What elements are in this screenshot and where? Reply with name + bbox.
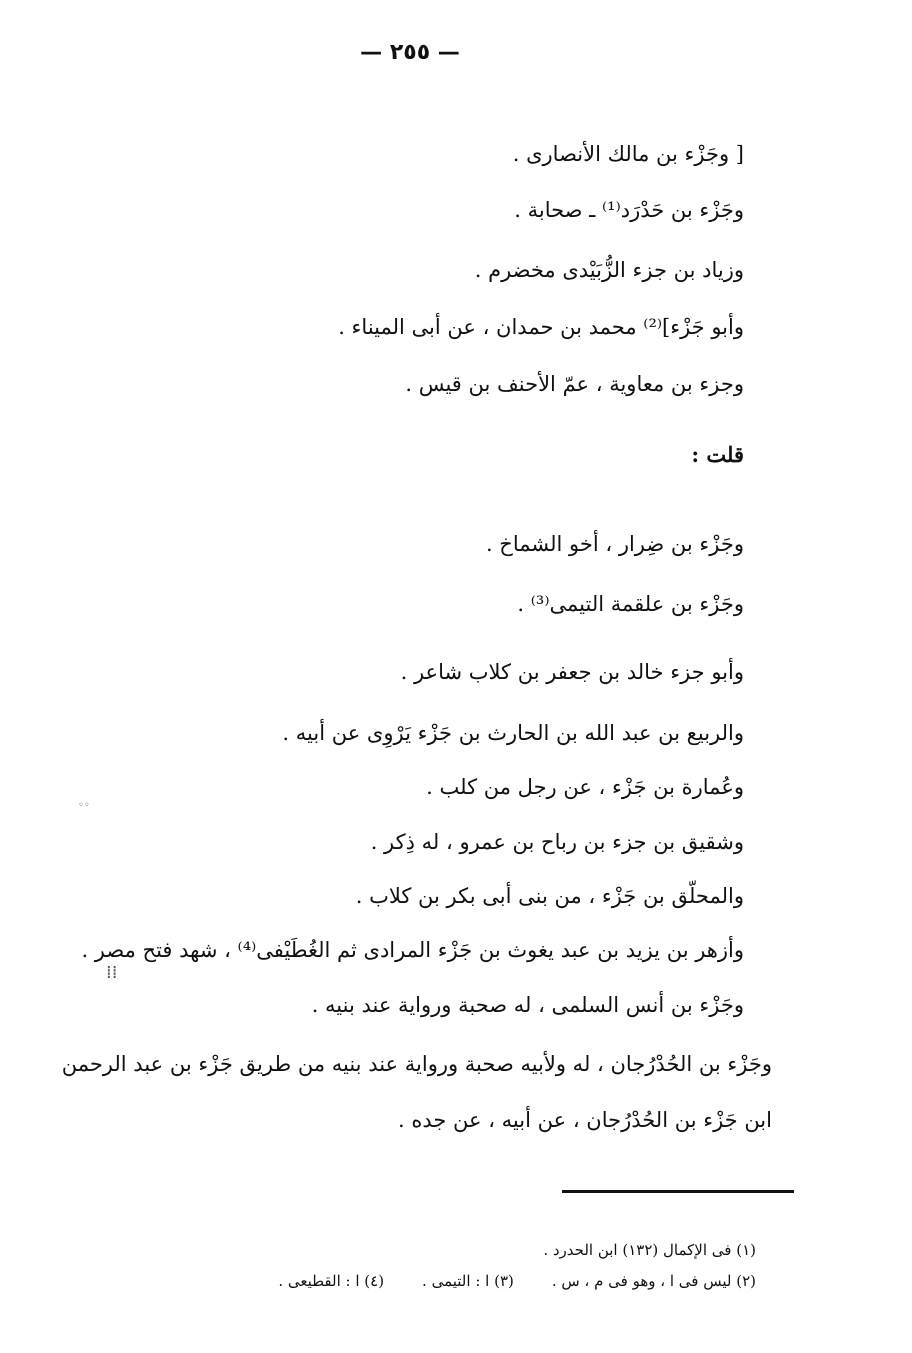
text-line-16: ابن جَزْء بن الحُدْرُجان ، عن أبيه ، عن جده .: [398, 1108, 772, 1132]
section-heading: قلت :: [691, 442, 744, 467]
text-line-3: وزياد بن جزء الزُّبَيْدى مخضرم .: [474, 258, 744, 282]
text-line-11: وشقيق بن جزء بن رباح بن عمرو ، له ذِكر .: [370, 830, 744, 854]
text-line-15: وجَزْء بن الحُدْرُجان ، له ولأبيه صحبة ورواية عند بنيه من طريق جَزْء بن عبد الرحمن: [61, 1052, 772, 1076]
page-number: — ٢٥٥ —: [360, 40, 460, 65]
footnote-rule: [562, 1190, 794, 1193]
footnote-3: (٣) ا : التيمى .: [422, 1272, 514, 1290]
text-line-6: وجَزْء بن ضِرار ، أخو الشماخ .: [485, 532, 744, 556]
footnote-4: (٤) ا : القطيعى .: [278, 1272, 385, 1290]
footnote-line-2: [240, 1272, 756, 1290]
footnote-line-1: [505, 1241, 756, 1259]
text-line-10: وعُمارة بن جَزْء ، عن رجل من كلب .: [426, 775, 744, 799]
text-line-7: وجَزْء بن علقمة التيمى⁽³⁾ .: [517, 592, 744, 616]
footnote-2: (٢) ليس فى ا ، وهو فى م ، س .: [551, 1272, 756, 1290]
text-line-14: وجَزْء بن أنس السلمى ، له صحبة ورواية عند بنيه .: [311, 993, 744, 1017]
text-line-12: والمحلّق بن جَزْء ، من بنى أبى بكر بن كلاب .: [355, 884, 744, 908]
text-line-4: وأبو جَزْء]⁽²⁾ محمد بن حمدان ، عن أبى الميناء .: [338, 315, 744, 339]
text-line-9: والربيع بن عبد الله بن الحارث بن جَزْء يَرْوِى عن أبيه .: [282, 721, 744, 745]
text-line-2: وجَزْء بن حَدْرَد⁽¹⁾ ـ صحابة .: [514, 198, 744, 222]
text-line-13: وأزهر بن يزيد بن عبد يغوث بن جَزْء المرادى ثم الغُطَيْفى⁽⁴⁾ ، شهد فتح مصر .: [81, 938, 744, 962]
text-line-1: [ وجَزْء بن مالك الأنصارى .: [512, 142, 744, 166]
text-line-8: وأبو جزء خالد بن جعفر بن كلاب شاعر .: [400, 660, 744, 684]
margin-mark-bars: ⁞⁞: [106, 962, 118, 983]
text-line-5: وجزء بن معاوية ، عمّ الأحنف بن قيس .: [405, 372, 744, 396]
footnote-1: (١) فى الإكمال (١٣٢) ابن الحدرد .: [543, 1241, 756, 1259]
margin-smudge: ◦◦: [78, 800, 90, 811]
